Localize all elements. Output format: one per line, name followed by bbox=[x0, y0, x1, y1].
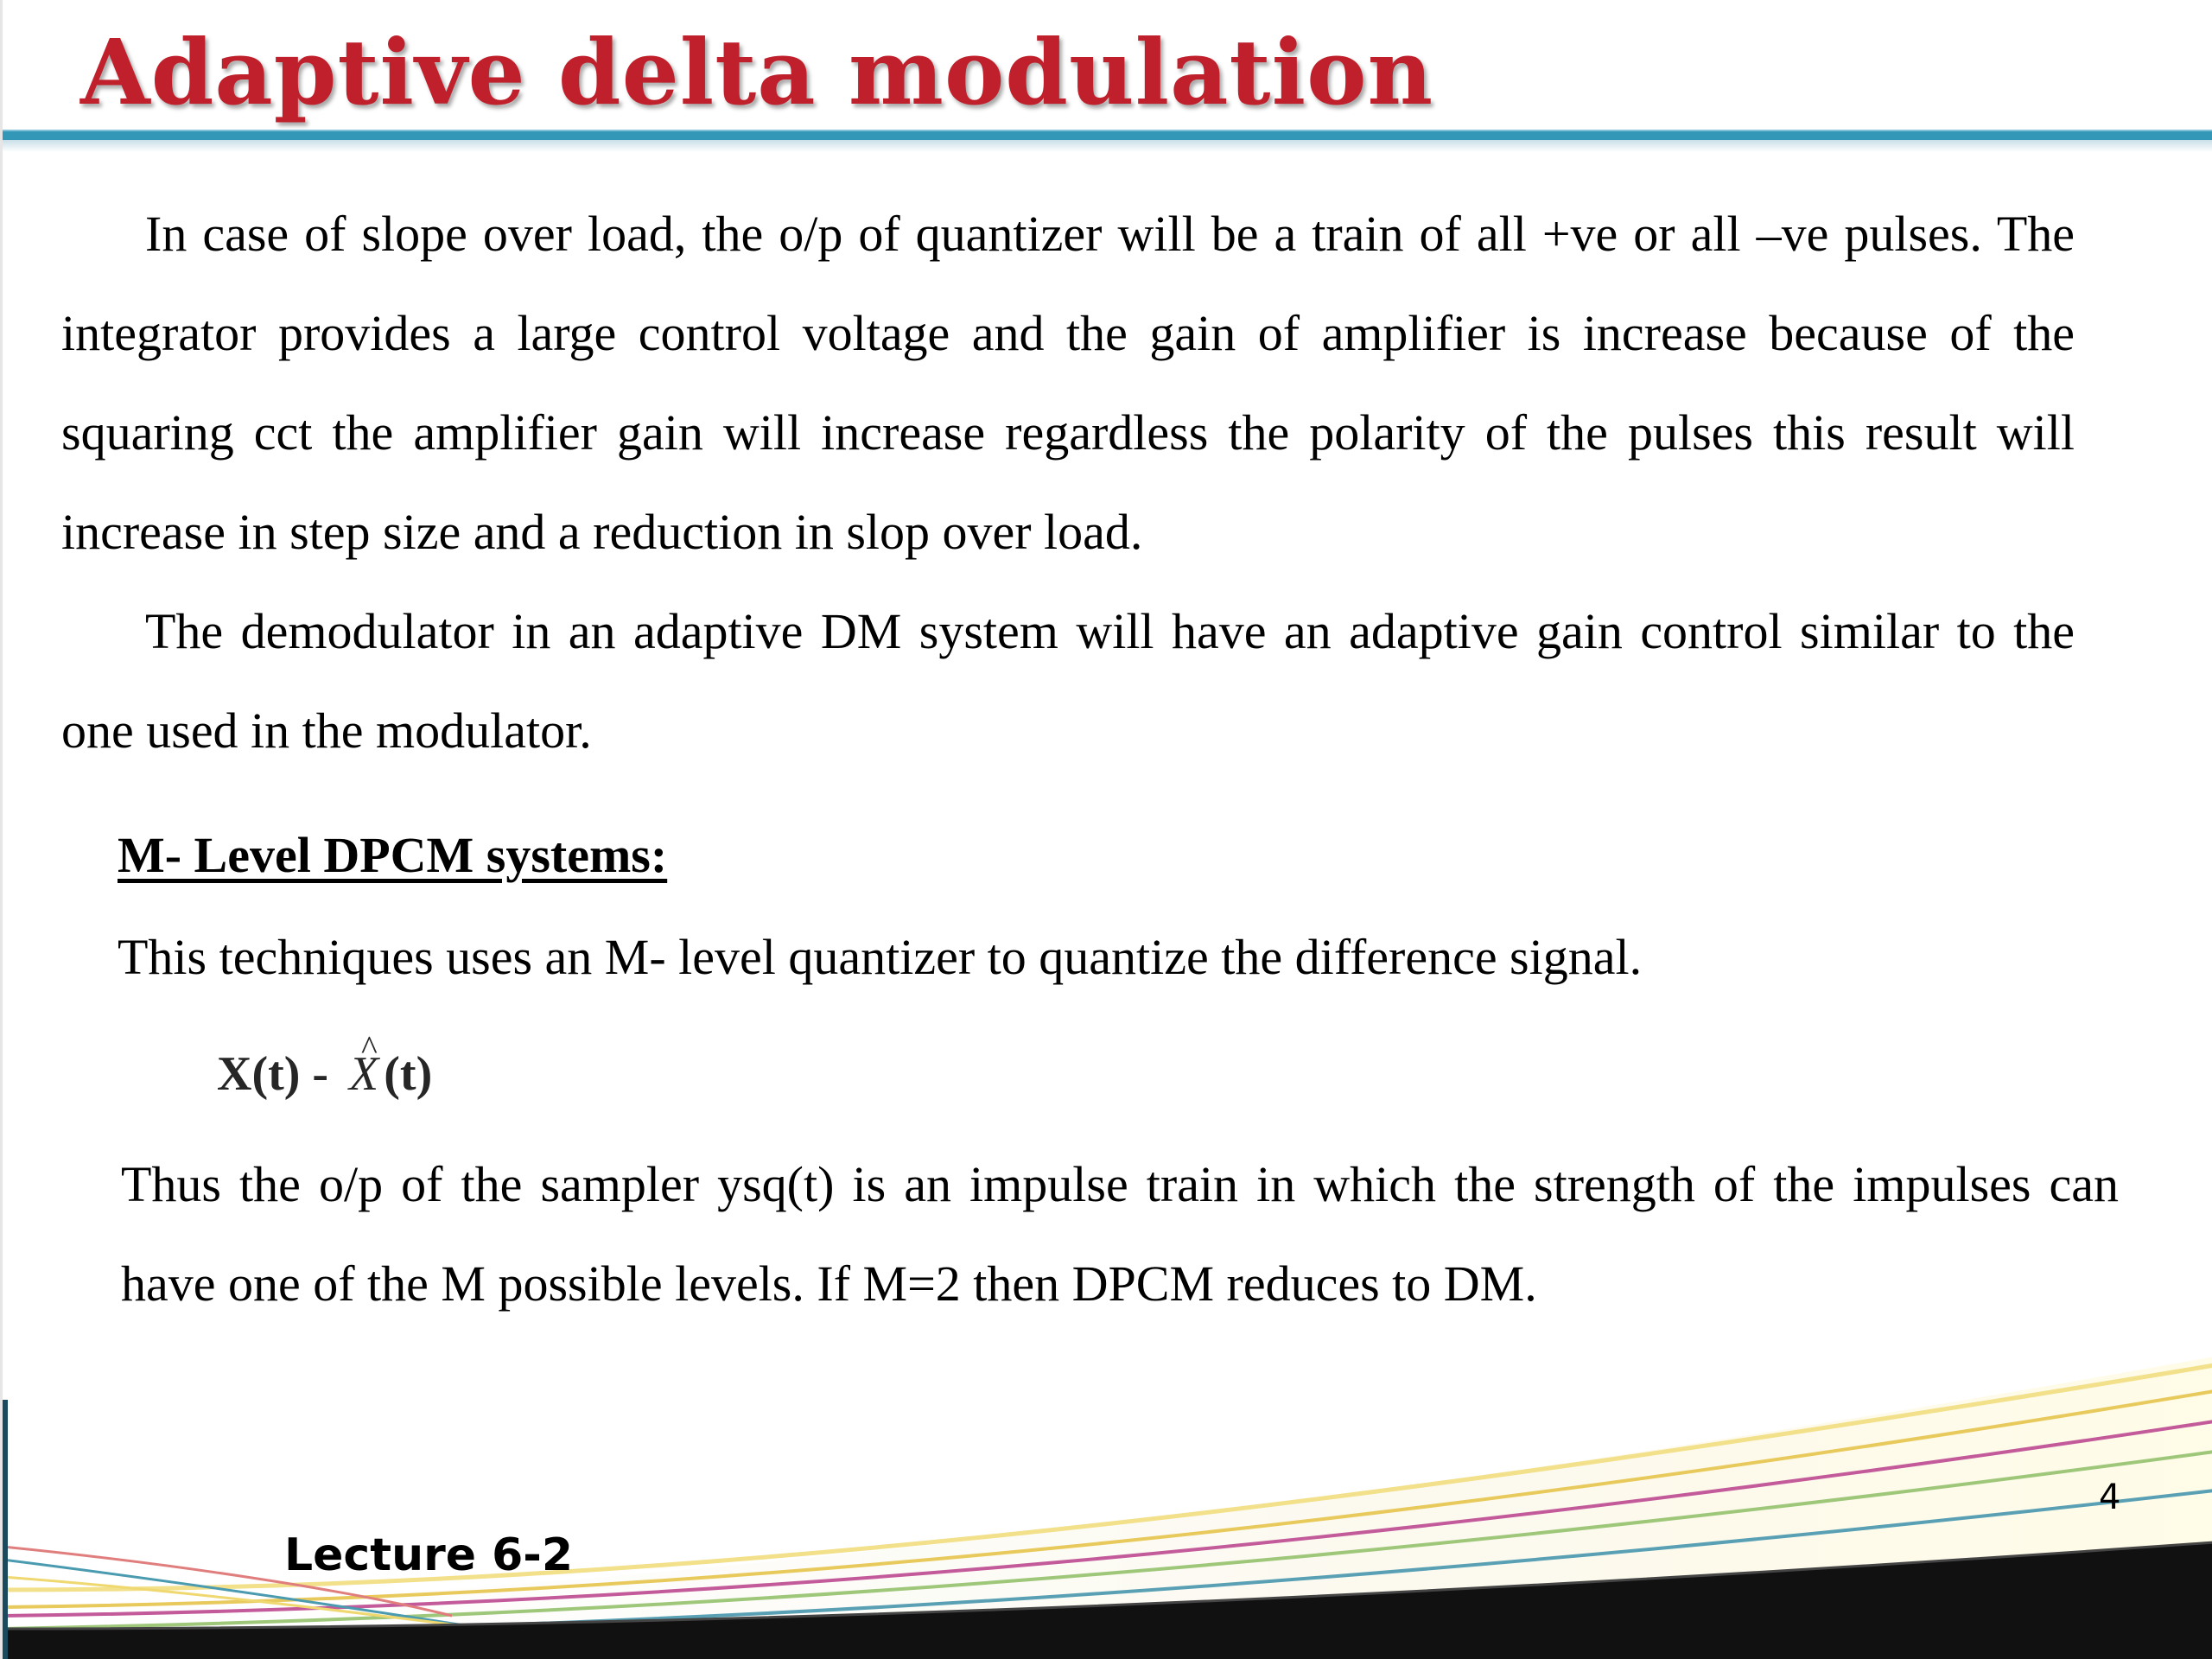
slide-title: Adaptive delta modulation bbox=[80, 19, 1434, 125]
title-divider bbox=[3, 130, 2212, 140]
section-heading: M- Level DPCM systems: bbox=[118, 827, 668, 883]
paragraph-sampler: Thus the o/p of the sampler ysq(t) is an impulse train in which the strength of the impulses can have one of the M possible levels. If M=2 then DPCM reduces to DM. bbox=[121, 1156, 2119, 1312]
title-divider-shadow bbox=[3, 140, 2212, 152]
paragraph-demodulator: The demodulator in an adaptive DM system will have an adaptive gain control similar to the one used in the modulator. bbox=[61, 603, 2075, 759]
formula-lhs: X(t) - bbox=[217, 1047, 329, 1101]
page-number: 4 bbox=[2099, 1478, 2121, 1517]
footer-lecture-label: Lecture 6-2 bbox=[284, 1529, 574, 1581]
paragraph-m-level: This techniques uses an M- level quantizer to quantize the difference signal. bbox=[118, 929, 1643, 985]
formula-rhs: (t) bbox=[384, 1047, 433, 1101]
left-edge-accent bbox=[3, 1400, 8, 1659]
formula-x-hat: ^ X bbox=[349, 1039, 378, 1109]
paragraph-slope-overload: In case of slope over load, the o/p of quantizer will be a train of all +ve or all –ve pulses. The integrator provides a large control voltage and the gain of amplifier is increase because of the squaring cct the amplifier gain will increase regardless the polarity of the pulses this result will increase in step size and a reduction in slop over load. bbox=[61, 206, 2075, 560]
decorative-wave-footer bbox=[3, 1331, 2212, 1659]
difference-formula bbox=[217, 1039, 432, 1109]
